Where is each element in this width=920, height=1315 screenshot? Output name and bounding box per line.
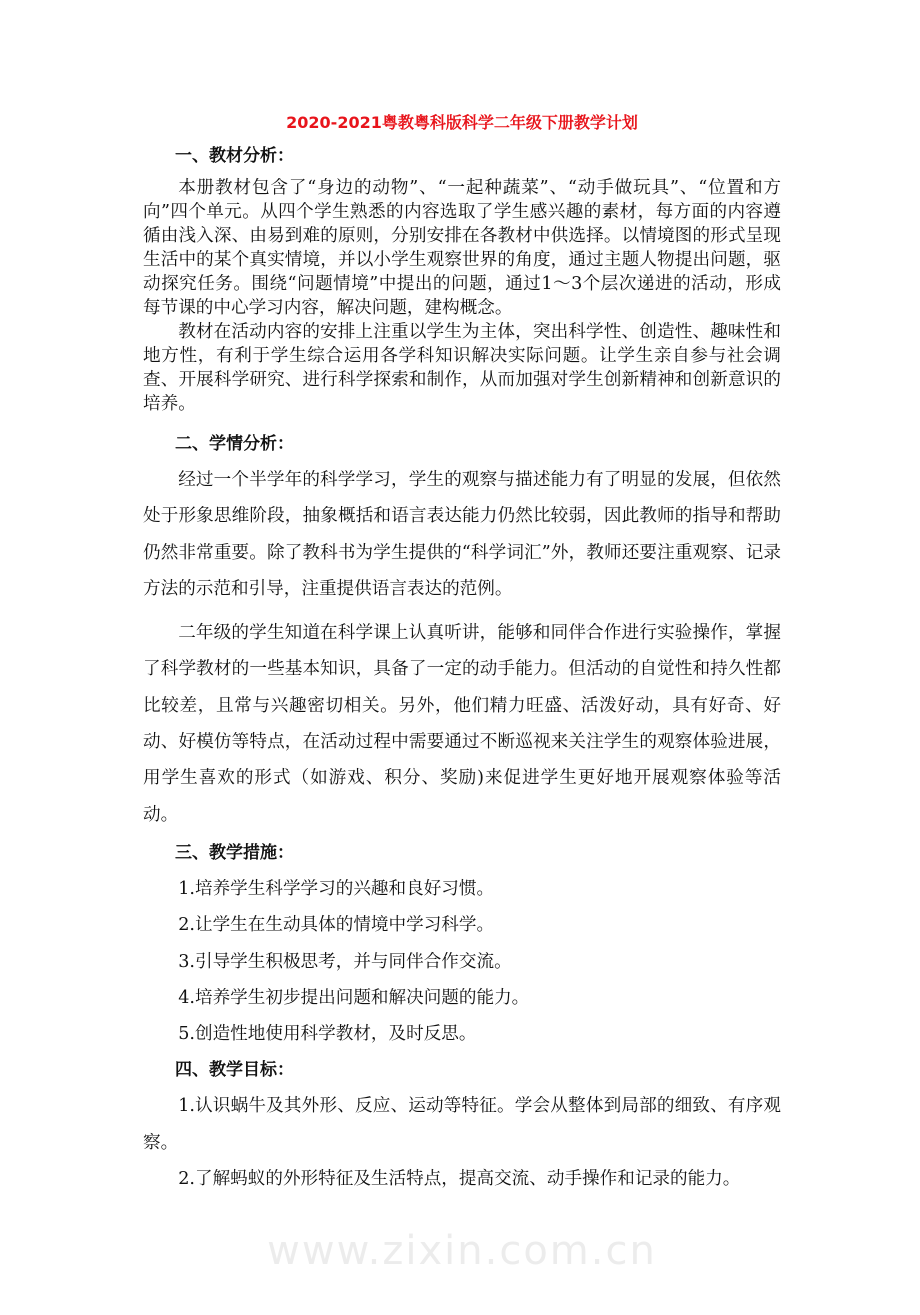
- section-heading: 三、教学措施：: [175, 842, 294, 863]
- section-heading: 二、学情分析：: [175, 434, 294, 454]
- watermark-area: [143, 1227, 781, 1275]
- list-item: 3.引导学生积极思考，并与同伴合作交流。: [178, 951, 512, 972]
- paragraph: 本册教材包含了“身边的动物”、“一起种蔬菜”、“动手做玩具”、“位置和方向”四个单元。从四个学生熟悉的内容选取了学生感兴趣的素材，每方面的内容遵循由浅入深、由易到难的原则，分别安排在各教材中供选择。以情境图的形式呈现生活中的某个真实情境，并以小学生观察世界的角度，通过主题人物提出问题，驱动探究任务。围绕“问题情境”中提出的问题，通过1～3个层次递进的活动，形成每节课的中心学习内容，解决问题，建构概念。: [143, 178, 781, 318]
- paragraph: 经过一个半学年的科学学习，学生的观察与描述能力有了明显的发展，但依然处于形象思维阶段，抽象概括和语言表达能力仍然比较弱，因此教师的指导和帮助仍然非常重要。除了教科书为学生提供的“科学词汇”外，教师还要注重观察、记录方法的示范和引导，注重提供语言表达的范例。: [143, 470, 781, 599]
- list-item: 1.培养学生科学学习的兴趣和良好习惯。: [178, 878, 495, 899]
- section-heading: 一、教材分析：: [175, 146, 294, 166]
- watermark: www.zixin.com.cn: [267, 1228, 657, 1275]
- paragraph: 教材在活动内容的安排上注重以学生为主体，突出科学性、创造性、趣味性和地方性，有利于学生综合运用各学科知识解决实际问题。让学生亲自参与社会调查、开展科学研究、进行科学探索和制作，从而加强对学生创新精神和创新意识的培养。: [143, 322, 781, 414]
- list-item: 2.了解蚂蚁的外形特征及生活特点，提高交流、动手操作和记录的能力。: [178, 1169, 741, 1190]
- list-item: 2.让学生在生动具体的情境中学习科学。: [178, 915, 495, 936]
- section-heading: 四、教学目标：: [175, 1060, 294, 1081]
- document-title: 2020-2021粤教粤科版科学二年级下册教学计划: [286, 113, 638, 132]
- list-item: 1.认识蜗牛及其外形、反应、运动等特征。学会从整体到局部的细致、有序观察。: [143, 1096, 781, 1153]
- list-item: 5.创造性地使用科学教材，及时反思。: [178, 1024, 477, 1045]
- list-item: 4.培养学生初步提出问题和解决问题的能力。: [178, 987, 530, 1008]
- paragraph: 二年级的学生知道在科学课上认真听讲，能够和同伴合作进行实验操作，掌握了科学教材的一些基本知识，具备了一定的动手能力。但活动的自觉性和持久性都比较差，且常与兴趣密切相关。另外，他们精力旺盛、活泼好动，具有好奇、好动、好模仿等特点，在活动过程中需要通过不断巡视来关注学生的观察体验进展，用学生喜欢的形式（如游戏、积分、奖励)来促进学生更好地开展观察体验等活动。: [143, 623, 781, 825]
